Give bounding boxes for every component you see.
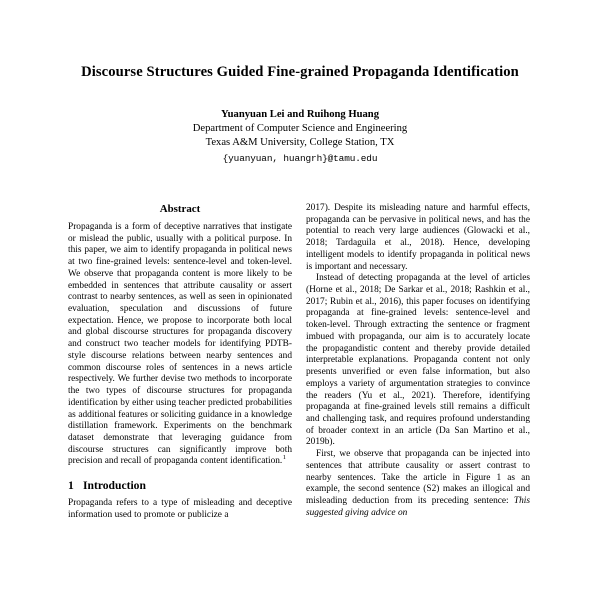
author-names: Yuanyuan Lei and Ruihong Huang: [220, 109, 379, 121]
right-column: [306, 203, 530, 600]
section-heading-introduction: [68, 468, 292, 498]
abstract-paragraph: [68, 222, 292, 468]
author-email: {yuanyuan, huangrh}@tamu.edu: [222, 152, 378, 164]
body-columns: [0, 203, 600, 600]
left-column: [68, 203, 292, 600]
intro-paragraph-1-left: Propaganda refers to a type of misleading and deceptive information used to promote or publicize a: [68, 498, 292, 520]
author-block: [0, 81, 600, 165]
intro-paragraph-2: Instead of detecting propaganda at the level of articles (Horne et al., 2018; De Sarkar et al., 2018; Rashkin et al., 2017; Rubin et al., 2016), this paper focuses on identifying propaganda at fine-grained levels: sentence-level and token-level. Through extracting the sentence or fragment imbued with propaganda, our aim is to accurately locate the propagandistic content and thereby provide detailed interpretable explanations. Propaganda content not only presents unverified or even false information, but also employs a variety of argumentation strategies to convince the readers (Yu et al., 2021). Therefore, identifying propaganda at fine-grained levels still remains a difficult and challenging task, and requires profound understanding of broader context in an article (Da San Martino et al., 2019b).: [306, 273, 530, 448]
intro-paragraph-3: [306, 449, 530, 519]
intro-paragraph-1-continued: 2017). Despite its misleading nature and harmful effects, propaganda can be pervasive in political news, and has the potential to reach very large audiences (Glowacki et al., 2018; Tardaguila et al., 2018). Hence, developing intelligent models to identify propaganda in political news is important and necessary.: [306, 203, 530, 272]
footnote-marker: 1: [282, 454, 287, 462]
section-title: Introduction: [83, 479, 146, 493]
affiliation-university: Texas A&M University, College Station, TX: [205, 137, 395, 149]
intro-paragraph-3-text: First, we observe that propaganda can be injected into sentences that attribute causality or assert contrast to nearby sentences. Take the article in Figure 1 as an example, the second sentence (S2) makes an illogical and misleading deduction from its preceding sentence:: [306, 449, 530, 506]
abstract-heading: Abstract: [159, 203, 201, 215]
page-title: Discourse Structures Guided Fine-grained Propaganda Identification: [81, 64, 519, 80]
section-number: 1: [68, 479, 74, 493]
intro-paragraph-3-quote: This suggested giving advice on: [306, 495, 530, 518]
abstract-text: Propaganda is a form of deceptive narratives that instigate or mislead the public, usually with a political purpose. In this paper, we aim to identify propaganda in political news at two fine-grained levels: sentence-level and token-level. We observe that propaganda content is more likely to be embedded in sentences that attribute causality or assert contrast to nearby sentences, as well as seen in opinionated evaluation, speculation and discussions of future expectation. Hence, we propose to incorporate both local and global discourse structures for propaganda discovery and construct two teacher models for identifying PDTB-style discourse relations between nearby sentences and common discourse roles of sentences in a news article respectively. We further devise two methods to incorporate the two types of discourse structures for propaganda identification by either using teacher predicted probabilities as additional features or soliciting guidance in a knowledge distillation framework. Experiments on the benchmark dataset demonstrate that leveraging guidance from discourse structures can significantly improve both precision and recall of propaganda content identification.: [68, 222, 292, 467]
affiliation-department: Department of Computer Science and Engineering: [192, 123, 408, 135]
